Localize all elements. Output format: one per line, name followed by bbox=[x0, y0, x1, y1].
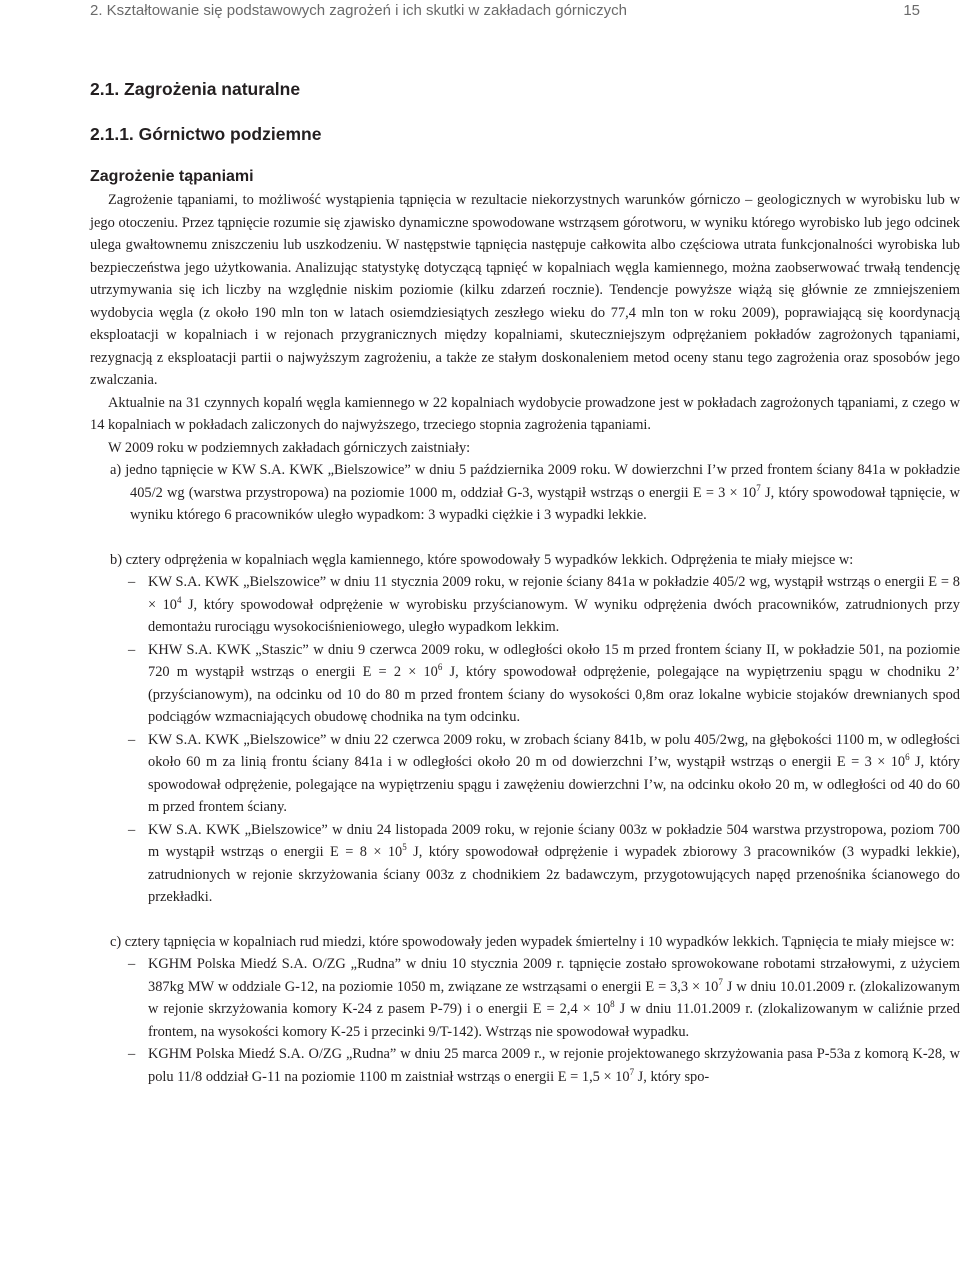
list-item-a: a) jedno tąpnięcie w KW S.A. KWK „Bielszowice” w dniu 5 października 2009 roku. W dowierzchni I’w przed frontem ściany 841a w pokładzie 405/2 wg (warstwa przystropowa) na poziomie 1000 m, oddział G-3, wystąpił wstrząs o energii $E = 3 \times 10^7$ J, który spowodował tąpnięcie, w wyniku którego 6 pracowników uległo wypadkom: 3 wypadki ciężkie i 3 wypadki lekkie. bbox=[110, 462, 960, 523]
paragraph: W 2009 roku w podziemnych zakładach górniczych zaistniały: bbox=[108, 439, 471, 456]
list-item: – KGHM Polska Miedź S.A. O/ZG „Rudna” w dniu 25 marca 2009 r., w rejonie projektowanego skrzyżowania pasa P-53a z komorą K-28, w polu 11/8 oddział G-11 na poziomie 1100 m zaistniał wstrząs o energii $E = 1,5 \times 10^7$ J, który spo- bbox=[128, 1046, 960, 1085]
page-number: 15 bbox=[903, 2, 920, 19]
topic-heading: Zagrożenie tąpaniami bbox=[90, 168, 254, 185]
subsection-heading: 2.1.1. Górnictwo podziemne bbox=[90, 124, 322, 144]
paragraph: Aktualnie na 31 czynnych kopalń węgla kamiennego w 22 kopalniach wydobycie prowadzone jest w pokładach zagrożonych tąpaniami, z czego w 14 kopalniach w pokładach zaliczonych do najwyższego, trzeciego stopnia zagrożenia tąpaniami. bbox=[90, 394, 960, 433]
list-item-b-intro: b) cztery odprężenia w kopalniach węgla kamiennego, które spowodowały 5 wypadków lekkich. Odprężenia te miały miejsce w: bbox=[110, 551, 854, 568]
list-item: – KW S.A. KWK „Bielszowice” w dniu 24 listopada 2009 roku, w rejonie ściany 003z w pokładzie 504 warstwa przystropowa, poziom 700 m wystąpił wstrząs o energii $E = 8 \times 10^5$ J, który spowodował odprężenie i wypadek zbiorowy 3 pracowników (3 wypadki lekkie), zatrudnionych w rejonie skrzyżowania ściany 003z z chodnikiem 2z badawczym, przygotowujących napęd przenośnika ścianowego do przekładki. bbox=[128, 821, 960, 905]
list-item-c-intro: c) cztery tąpnięcia w kopalniach rud miedzi, które spowodowały jeden wypadek śmiertelny i 10 wypadków lekkich. Tąpnięcia te miały miejsce w: bbox=[110, 933, 955, 950]
list-item: – KHW S.A. KWK „Staszic” w dniu 9 czerwca 2009 roku, w odległości około 15 m przed frontem ściany II, w pokładzie 501, na poziomie 720 m wystąpił wstrząs o energii $E = 2 \times 10^6$ J, który spowodował odprężenie, polegające na wypiętrzeniu spągu w chodniku 2’ (przyścianowym), na odcinku od 10 do 80 m przed frontem ściany do wysokości 0,8m oraz lokalne wybicie stojaków drewnianych spod podciągów wzmacniających obudowę chodnika na tym odcinku. bbox=[128, 641, 960, 725]
header-title: 2. Kształtowanie się podstawowych zagrożeń i ich skutki w zakładach górniczych bbox=[90, 2, 627, 19]
list-item: – KGHM Polska Miedź S.A. O/ZG „Rudna” w dniu 10 stycznia 2009 r. tąpnięcie zostało sprowokowane robotami strzałowymi, z użyciem 387kg MW w oddziale G-12, na poziomie 1050 m, związane ze wstrząsami o energii $E = 3,3 \times 10^7$ J w dniu 10.01.2009 r. (zlokalizowanym w rejonie skrzyżowania komory K-24 z pasem P-79) i o energii $E = 2,4 \times 10^8$ J w dniu 11.01.2009 r. (zlokalizowanym w caliźnie przed frontem, na wysokości komory K-25 i przecinki 9/T-142). Wstrząs nie spowodował wypadku. bbox=[128, 956, 960, 1040]
list-item: – KW S.A. KWK „Bielszowice” w dniu 11 stycznia 2009 roku, w rejonie ściany 841a w pokładzie 405/2 wg, wystąpił wstrząs o energii $E = 8 \times 10^4$ J, który spowodował odprężenie w wyrobisku przyścianowym. W wyniku odprężenia dwóch pracowników, zatrudnionych przy demontażu rurociągu wysokociśnieniowego, uległo wypadkom lekkim. bbox=[128, 574, 960, 635]
section-heading: 2.1. Zagrożenia naturalne bbox=[90, 79, 301, 99]
list-item: – KW S.A. KWK „Bielszowice” w dniu 22 czerwca 2009 roku, w zrobach ściany 841b, w polu 405/2wg, na głębokości 1100 m, w odległości około 60 m za linią frontu ściany 841a i w odległości około 20 m od dowierzchni I’w, wystąpił wstrząs o energii $E = 3 \times 10^6$ J, który spowodował odprężenie, polegające na wypiętrzeniu spągu i zawężeniu dowierzchni I’w, na odcinku około 20 m, w odległości od 40 do 60 m przed frontem ściany. bbox=[128, 731, 960, 815]
paragraph: Zagrożenie tąpaniami, to możliwość wystąpienia tąpnięcia w rezultacie niekorzystnych warunków górniczo – geologicznych w wyrobisku lub w jego otoczeniu. Przez tąpnięcie rozumie się zjawisko dynamiczne spowodowane wstrząsem górotworu, w wyniku którego wyrobisko lub jego odcinek ulega gwałtownemu zniszczeniu lub uszkodzeniu. W następstwie tąpnięcia następuje całkowita albo częściowa utrata funkcjonalności wyrobiska lub bezpieczeństwa jego użytkowania. Analizując statystykę dotyczącą tąpnięć w kopalniach węgla kamiennego, można zaobserwować trwałą tendencję utrzymywania się ich liczby na względnie niskim poziomie (kilku zdarzeń rocznie). Tendencje powyższe wiążą się głównie ze zmniejszeniem wydobycia węgla (z około 190 mln ton w latach osiemdziesiątych zeszłego wieku do 77,4 mln ton w roku 2009), poprawiającą się koordynacją eksploatacji w kopalniach i w rejonach przygranicznych między kopalniami, skuteczniejszym odprężaniem pokładów zagrożonych tąpaniami, rezygnacją z eksploatacji partii o najwyższym zagrożeniu, a także ze stałym doskonaleniem metod oceny stanu tego zagrożenia oraz sposobów jego zwalczania. bbox=[90, 192, 960, 388]
body-text bbox=[90, 189, 960, 1088]
